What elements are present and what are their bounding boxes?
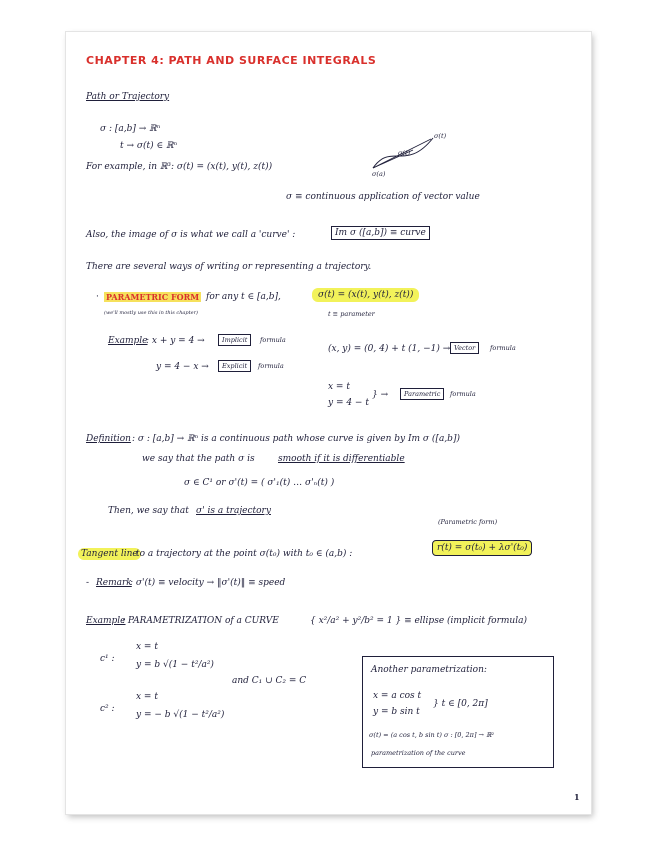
explicit-formula: formula: [258, 362, 284, 370]
then-line: Then, we say that: [108, 506, 189, 516]
definition-text: : σ : [a,b] → ℝⁿ is a continuous path whose curve is given by Im σ ([a,b]): [132, 434, 460, 444]
remark-dash: -: [86, 578, 90, 588]
another-range: } t ∈ [0, 2π]: [433, 699, 488, 709]
trajectory-line: σ' is a trajectory: [196, 506, 271, 516]
definition-label: Definition: [86, 434, 131, 444]
parametric-form-note: (Parametric form): [438, 518, 498, 526]
implicit-formula: formula: [260, 336, 286, 344]
vector-formula: formula: [490, 344, 516, 352]
page-number: 1: [574, 792, 580, 802]
several-ways-line: There are several ways of writing or representing a trajectory.: [86, 262, 372, 272]
image-box: Im σ ([a,b]) ≡ curve: [331, 226, 430, 240]
another-title: Another parametrization:: [371, 665, 487, 675]
section-heading: Path or Trajectory: [86, 92, 170, 102]
tangent-formula-box: r(t) = σ(t₀) + λσ'(t₀): [432, 540, 532, 556]
parametric-eq-1: x = t: [328, 382, 350, 392]
example-line-1: : x + y = 4 →: [146, 336, 205, 346]
parametric-formula: formula: [450, 390, 476, 398]
parametric-note: (we'll mostly use this in this chapter): [104, 310, 198, 316]
c2-system-x: x = t: [136, 692, 158, 702]
c2-system-label: c² :: [100, 704, 115, 714]
parametric-form-label: PARAMETRIC FORM: [106, 292, 200, 302]
map-line-2: t → σ(t) ∈ ℝⁿ: [120, 141, 178, 151]
tangent-text: to a trajectory at the point σ(t₀) with t₀ ∈ (a,b) :: [136, 549, 353, 559]
vector-box: Vector: [450, 342, 479, 354]
example2-text: : PARAMETRIZATION of a CURVE: [122, 616, 279, 626]
notebook-page: [66, 32, 591, 814]
image-line: Also, the image of σ is what we call a 'curve' :: [86, 230, 296, 240]
parametric-form-text: for any t ∈ [a,b],: [206, 292, 281, 302]
parametric-eq-2: y = 4 − t: [328, 398, 369, 408]
curve-label-start: σ(a): [372, 170, 386, 178]
c1-system-x: x = t: [136, 642, 158, 652]
parametric-form-highlight: σ(t) = (x(t), y(t), z(t)): [312, 288, 419, 302]
vector-equation: (x, y) = (0, 4) + t (1, −1) →: [328, 344, 451, 354]
example2-label: Example: [86, 616, 126, 626]
another-y: y = b sin t: [373, 707, 420, 717]
curve-label-end: σ(t): [434, 132, 447, 140]
t-parameter: t ≡ parameter: [328, 310, 375, 318]
chapter-title: CHAPTER 4: PATH AND SURFACE INTEGRALS: [86, 54, 377, 67]
another-sigma: σ(t) = (a cos t, b sin t) σ : [0, 2π] → ℝ²: [369, 731, 495, 739]
tangent-label: Tangent line: [78, 548, 141, 560]
union-text: and C₁ ∪ C₂ = C: [232, 676, 307, 686]
explicit-box: Explicit: [218, 360, 251, 372]
example-label: Example: [108, 336, 148, 346]
remark-label: Remark: [96, 578, 132, 588]
curve-label-mid: σ(t): [398, 149, 411, 157]
another-x: x = a cos t: [373, 691, 422, 701]
smooth-definition: smooth if it is differentiable: [278, 454, 405, 464]
c1-line: σ ∈ C¹ or σ'(t) = ( σ'₁(t) … σ'ₙ(t) ): [184, 478, 335, 488]
parametric-box: Parametric: [400, 388, 444, 400]
c2-system-y: y = − b √(1 − t²/a²): [136, 710, 225, 720]
smooth-text: we say that the path σ is: [142, 454, 255, 464]
continuous-note: σ ≡ continuous application of vector value: [286, 192, 480, 202]
map-line: σ : [a,b] → ℝⁿ: [100, 124, 161, 134]
c1-system-label: c¹ :: [100, 654, 115, 664]
remark-text: : σ'(t) ≡ velocity → ‖σ'(t)‖ ≡ speed: [130, 578, 286, 588]
c1-system-y: y = b √(1 − t²/a²): [136, 660, 214, 670]
another-parametrization-box: [362, 656, 554, 768]
implicit-box: Implicit: [218, 334, 251, 346]
example-line-2: y = 4 − x →: [156, 362, 209, 372]
another-note: parametrization of the curve: [371, 749, 466, 757]
for-example-line: For example, in ℝ³: σ(t) = (x(t), y(t), z(t)): [86, 162, 273, 172]
ellipse-equation: { x²/a² + y²/b² = 1 } ≡ ellipse (implicit formula): [310, 616, 527, 626]
parametric-arrow: } →: [372, 390, 389, 400]
bullet: ·: [96, 292, 99, 302]
